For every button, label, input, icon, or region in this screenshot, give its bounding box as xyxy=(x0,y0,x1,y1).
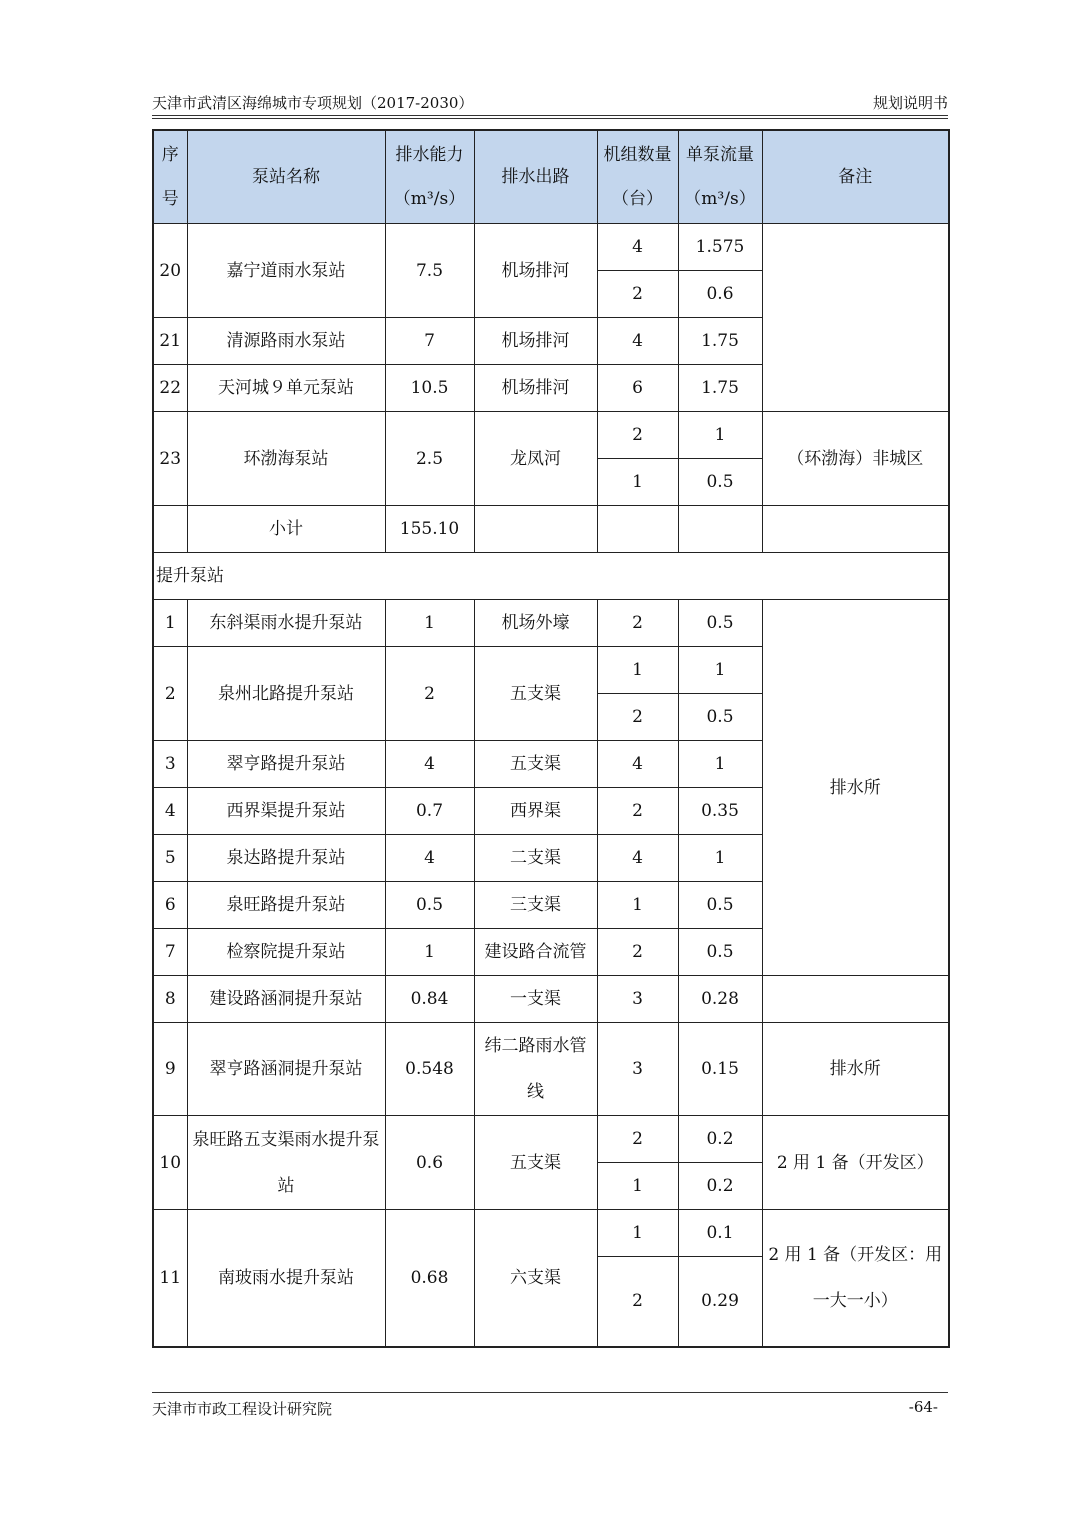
cell-name: 嘉宁道雨水泵站 xyxy=(187,224,385,318)
cell-units: 1 xyxy=(597,1210,678,1257)
cell-units: 2 xyxy=(597,1257,678,1347)
cell-units: 2 xyxy=(597,694,678,741)
cell-units: 1 xyxy=(597,882,678,929)
cell-seq: 2 xyxy=(153,647,187,741)
pump-station-table-wrap xyxy=(152,129,948,1348)
cell-name: 泉旺路五支渠雨水提升泵站 xyxy=(187,1116,385,1210)
cell-capacity: 0.5 xyxy=(385,882,474,929)
cell-remark: 排水所 xyxy=(762,600,949,976)
cell-name: 清源路雨水泵站 xyxy=(187,318,385,365)
cell-capacity: 10.5 xyxy=(385,365,474,412)
cell-seq: 7 xyxy=(153,929,187,976)
cell-capacity: 0.548 xyxy=(385,1023,474,1116)
cell-capacity: 0.7 xyxy=(385,788,474,835)
col-header-outlet: 排水出路 xyxy=(474,130,597,224)
cell-units: 3 xyxy=(597,976,678,1023)
pump-station-table xyxy=(152,129,950,1348)
cell-flow: 1.75 xyxy=(678,365,762,412)
cell-name: 翠亨路涵洞提升泵站 xyxy=(187,1023,385,1116)
cell-outlet: 机场排河 xyxy=(474,365,597,412)
cell-capacity: 7.5 xyxy=(385,224,474,318)
col-header-name: 泵站名称 xyxy=(187,130,385,224)
cell-name: 西界渠提升泵站 xyxy=(187,788,385,835)
cell-empty xyxy=(678,506,762,553)
document-title: 天津市武清区海绵城市专项规划（2017-2030） xyxy=(152,94,474,112)
cell-seq: 8 xyxy=(153,976,187,1023)
cell-outlet: 纬二路雨水管线 xyxy=(474,1023,597,1116)
table-row xyxy=(153,224,949,271)
cell-outlet: 二支渠 xyxy=(474,835,597,882)
cell-outlet: 龙凤河 xyxy=(474,412,597,506)
cell-flow: 1.75 xyxy=(678,318,762,365)
cell-outlet: 建设路合流管 xyxy=(474,929,597,976)
organization-name: 天津市市政工程设计研究院 xyxy=(152,1400,333,1418)
cell-empty xyxy=(474,506,597,553)
cell-outlet: 五支渠 xyxy=(474,1116,597,1210)
cell-outlet: 六支渠 xyxy=(474,1210,597,1347)
cell-flow: 0.1 xyxy=(678,1210,762,1257)
cell-empty xyxy=(762,506,949,553)
cell-flow: 1 xyxy=(678,412,762,459)
cell-seq: 23 xyxy=(153,412,187,506)
cell-capacity: 7 xyxy=(385,318,474,365)
col-header-units: 机组数量（台） xyxy=(597,130,678,224)
table-row xyxy=(153,976,949,1023)
cell-seq: 5 xyxy=(153,835,187,882)
cell-flow: 0.28 xyxy=(678,976,762,1023)
cell-outlet: 西界渠 xyxy=(474,788,597,835)
cell-outlet: 机场外壕 xyxy=(474,600,597,647)
cell-units: 4 xyxy=(597,318,678,365)
cell-flow: 0.5 xyxy=(678,459,762,506)
cell-units: 2 xyxy=(597,412,678,459)
cell-capacity: 0.68 xyxy=(385,1210,474,1347)
header-rule-double xyxy=(152,118,948,119)
cell-remark: 排水所 xyxy=(762,1023,949,1116)
cell-name: 南玻雨水提升泵站 xyxy=(187,1210,385,1347)
cell-name: 泉旺路提升泵站 xyxy=(187,882,385,929)
section-title: 提升泵站 xyxy=(153,553,949,600)
table-header-row xyxy=(153,130,949,224)
cell-capacity: 4 xyxy=(385,835,474,882)
cell-units: 1 xyxy=(597,1163,678,1210)
table-row xyxy=(153,1023,949,1116)
cell-outlet: 三支渠 xyxy=(474,882,597,929)
cell-capacity: 0.84 xyxy=(385,976,474,1023)
footer-rule xyxy=(152,1392,948,1393)
cell-remark-empty xyxy=(762,224,949,412)
cell-flow: 0.15 xyxy=(678,1023,762,1116)
table-row xyxy=(153,1210,949,1257)
cell-capacity: 1 xyxy=(385,600,474,647)
cell-name: 泉州北路提升泵站 xyxy=(187,647,385,741)
cell-flow: 1.575 xyxy=(678,224,762,271)
cell-flow: 1 xyxy=(678,741,762,788)
cell-outlet: 五支渠 xyxy=(474,741,597,788)
cell-remark-empty xyxy=(762,976,949,1023)
header-rule xyxy=(152,115,948,116)
cell-remark: 2 用 1 备（开发区） xyxy=(762,1116,949,1210)
col-header-seq: 序号 xyxy=(153,130,187,224)
cell-flow: 0.2 xyxy=(678,1116,762,1163)
cell-units: 3 xyxy=(597,1023,678,1116)
cell-capacity: 2 xyxy=(385,647,474,741)
cell-flow: 0.5 xyxy=(678,929,762,976)
cell-units: 1 xyxy=(597,647,678,694)
cell-units: 2 xyxy=(597,788,678,835)
cell-units: 2 xyxy=(597,1116,678,1163)
document-type: 规划说明书 xyxy=(872,94,948,112)
cell-empty xyxy=(597,506,678,553)
cell-flow: 0.5 xyxy=(678,694,762,741)
cell-name: 东斜渠雨水提升泵站 xyxy=(187,600,385,647)
col-header-flow: 单泵流量（m³/s） xyxy=(678,130,762,224)
cell-seq-empty xyxy=(153,506,187,553)
cell-flow: 1 xyxy=(678,835,762,882)
cell-units: 2 xyxy=(597,600,678,647)
cell-flow: 0.5 xyxy=(678,600,762,647)
table-row xyxy=(153,600,949,647)
cell-flow: 1 xyxy=(678,647,762,694)
cell-remark: （环渤海）非城区 xyxy=(762,412,949,506)
cell-units: 6 xyxy=(597,365,678,412)
cell-flow: 0.5 xyxy=(678,882,762,929)
page-header xyxy=(152,92,948,114)
page-footer xyxy=(152,1398,948,1420)
cell-capacity: 1 xyxy=(385,929,474,976)
cell-seq: 4 xyxy=(153,788,187,835)
cell-name: 泉达路提升泵站 xyxy=(187,835,385,882)
cell-outlet: 机场排河 xyxy=(474,224,597,318)
section-row-lift xyxy=(153,553,949,600)
cell-seq: 1 xyxy=(153,600,187,647)
cell-subtotal-label: 小计 xyxy=(187,506,385,553)
cell-seq: 22 xyxy=(153,365,187,412)
cell-outlet: 机场排河 xyxy=(474,318,597,365)
subtotal-row xyxy=(153,506,949,553)
cell-seq: 3 xyxy=(153,741,187,788)
cell-seq: 21 xyxy=(153,318,187,365)
table-row xyxy=(153,1116,949,1163)
cell-capacity: 4 xyxy=(385,741,474,788)
cell-name: 翠亨路提升泵站 xyxy=(187,741,385,788)
cell-seq: 6 xyxy=(153,882,187,929)
cell-flow: 0.6 xyxy=(678,271,762,318)
cell-seq: 11 xyxy=(153,1210,187,1347)
cell-units: 4 xyxy=(597,835,678,882)
cell-name: 环渤海泵站 xyxy=(187,412,385,506)
cell-remark: 2 用 1 备（开发区：用一大一小） xyxy=(762,1210,949,1347)
cell-units: 1 xyxy=(597,459,678,506)
cell-outlet: 五支渠 xyxy=(474,647,597,741)
col-header-capacity: 排水能力（m³/s） xyxy=(385,130,474,224)
cell-name: 检察院提升泵站 xyxy=(187,929,385,976)
cell-units: 2 xyxy=(597,271,678,318)
cell-name: 建设路涵洞提升泵站 xyxy=(187,976,385,1023)
cell-flow: 0.35 xyxy=(678,788,762,835)
table-row xyxy=(153,412,949,459)
cell-seq: 20 xyxy=(153,224,187,318)
cell-units: 4 xyxy=(597,224,678,271)
cell-outlet: 一支渠 xyxy=(474,976,597,1023)
cell-capacity: 2.5 xyxy=(385,412,474,506)
cell-subtotal-capacity: 155.10 xyxy=(385,506,474,553)
cell-units: 4 xyxy=(597,741,678,788)
cell-seq: 9 xyxy=(153,1023,187,1116)
cell-units: 2 xyxy=(597,929,678,976)
cell-name: 天河城９单元泵站 xyxy=(187,365,385,412)
cell-seq: 10 xyxy=(153,1116,187,1210)
col-header-remark: 备注 xyxy=(762,130,949,224)
cell-flow: 0.2 xyxy=(678,1163,762,1210)
page-number: -64- xyxy=(908,1398,938,1416)
cell-capacity: 0.6 xyxy=(385,1116,474,1210)
cell-flow: 0.29 xyxy=(678,1257,762,1347)
